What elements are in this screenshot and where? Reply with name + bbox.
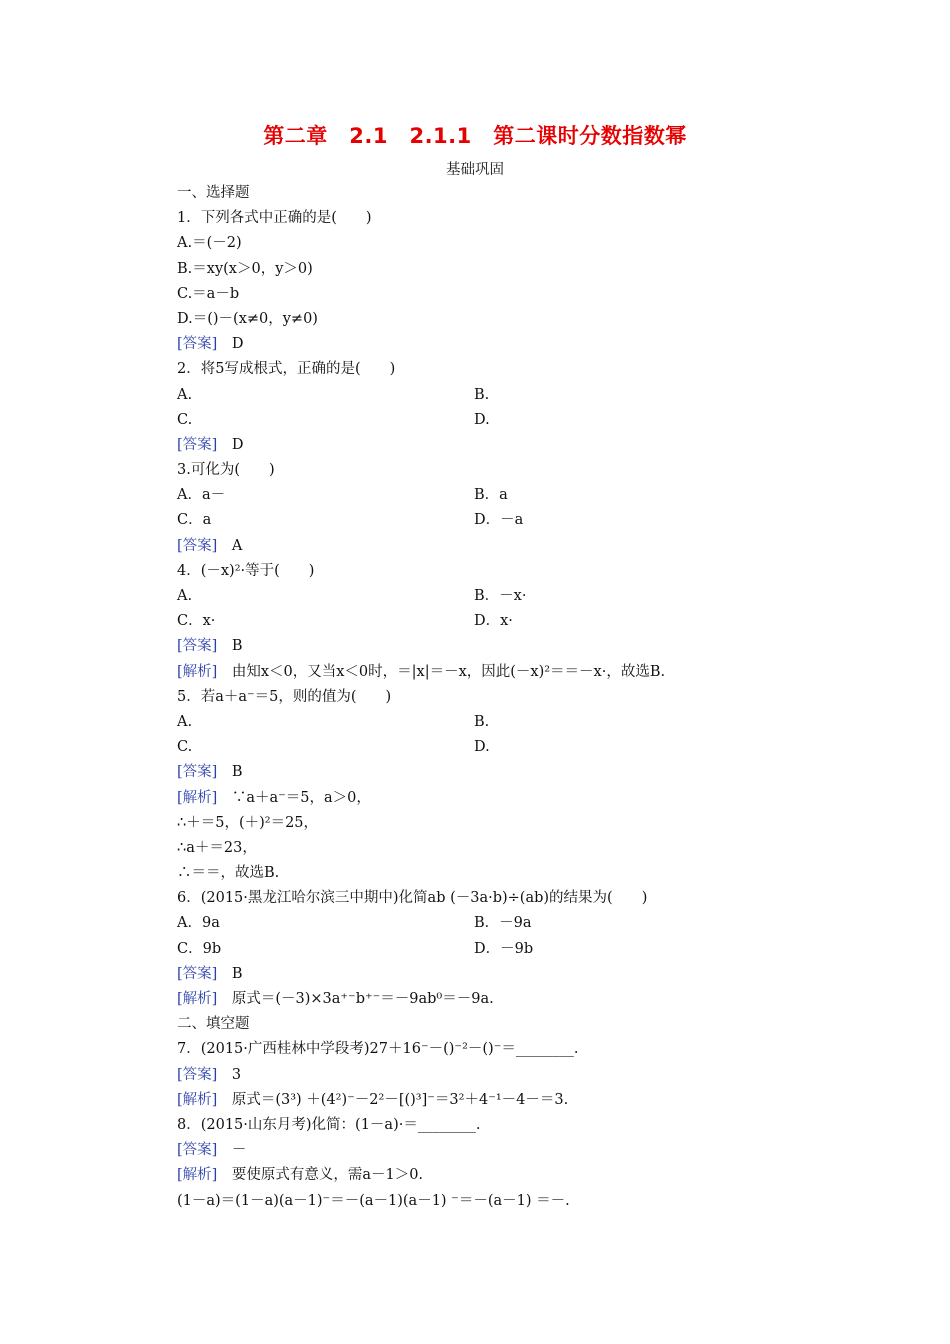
answer-tag: [答案] — [177, 436, 218, 453]
document-body — [177, 181, 797, 1214]
option-left: A．9a — [177, 915, 220, 932]
option-row — [177, 483, 797, 508]
line-text: 由知x＜0，又当x＜0时，＝|x|＝－x，因此(－x)²＝＝－x·，故选B. — [217, 663, 666, 680]
analysis-tag: [解析] — [177, 1167, 218, 1184]
analysis-line — [177, 786, 797, 811]
analysis-line — [177, 987, 797, 1012]
text-line: 二、填空题 — [177, 1016, 250, 1033]
line-text: B — [217, 638, 243, 655]
line-text: A — [217, 537, 243, 554]
answer-tag: [答案] — [177, 537, 218, 554]
text-line: ∴＋＝5，(＋)²＝25， — [177, 814, 319, 831]
analysis-line — [177, 660, 797, 685]
option-left: A. — [177, 588, 193, 604]
option-row — [177, 584, 797, 609]
option-left: A．a－ — [177, 487, 226, 504]
text-line: 一、选择题 — [177, 185, 250, 201]
text-line: 1．下列各式中正确的是( ) — [177, 210, 372, 227]
option-row — [177, 408, 797, 433]
line-text: B — [217, 764, 243, 781]
answer-tag: [答案] — [177, 965, 218, 982]
option-left: A. — [177, 386, 193, 403]
text-line: 2．将5写成根式，正确的是( ) — [177, 361, 396, 378]
analysis-tag: [解析] — [177, 789, 218, 806]
option-row — [177, 735, 797, 760]
text-line: ∴＝＝，故选B. — [177, 865, 280, 882]
line-text: ∵a＋a⁻＝5，a＞0， — [217, 789, 371, 806]
option-row — [177, 609, 797, 634]
option-left: C．x· — [177, 613, 216, 630]
option-row — [177, 383, 797, 408]
line-text: D — [217, 436, 244, 453]
text-line: A.＝(－2) — [177, 235, 242, 252]
analysis-tag: [解析] — [177, 663, 218, 680]
analysis-line — [177, 1163, 797, 1188]
section-subtitle: 基础巩固 — [446, 162, 504, 178]
option-right: B. — [474, 713, 490, 730]
option-left: C. — [177, 411, 193, 428]
answer-line — [177, 433, 797, 458]
answer-line — [177, 332, 797, 357]
text-line: 3.可化为( ) — [177, 462, 275, 479]
option-right: D．－a — [474, 512, 524, 529]
line-text: 3 — [217, 1066, 242, 1083]
answer-line — [177, 1063, 797, 1088]
option-row — [177, 508, 797, 533]
option-right: B．－x· — [474, 588, 527, 604]
analysis-tag: [解析] — [177, 991, 218, 1007]
option-right: B．－9a — [474, 915, 532, 932]
line-text: D — [217, 336, 244, 353]
line-text: 原式＝(－3)×3a⁺⁻b⁺⁻＝－9ab⁰＝－9a. — [217, 991, 494, 1007]
option-row — [177, 911, 797, 936]
text-line: D.＝()－(x≠0，y≠0) — [177, 310, 318, 327]
option-right: B．a — [474, 487, 508, 504]
text-line: 6．(2015·黑龙江哈尔滨三中期中)化简ab (－3a·b)÷(ab)的结果为( ) — [177, 890, 648, 907]
analysis-tag: [解析] — [177, 1091, 218, 1108]
option-right: D．－9b — [474, 940, 534, 957]
answer-line — [177, 1138, 797, 1163]
text-line: C.＝a－b — [177, 285, 240, 302]
line-text: B — [217, 965, 243, 982]
text-line: ∴a＋＝23， — [177, 839, 257, 856]
text-line: 4．(－x)²·等于( ) — [177, 562, 315, 579]
answer-line — [177, 634, 797, 659]
option-right: B. — [474, 386, 490, 403]
text-line: 8．(2015·山东月考)化简：(1－a)·＝________. — [177, 1116, 481, 1133]
text-line: 7．(2015·广西桂林中学段考)27＋16⁻－()⁻²－()⁻＝________. — [177, 1041, 579, 1058]
line-text: 要使原式有意义，需a－1＞0. — [217, 1167, 424, 1184]
option-row — [177, 710, 797, 735]
answer-tag: [答案] — [177, 764, 218, 781]
text-line: 5．若a＋a⁻＝5，则的值为( ) — [177, 688, 392, 705]
option-row — [177, 937, 797, 962]
option-left: C. — [177, 739, 193, 756]
answer-line — [177, 760, 797, 785]
analysis-line — [177, 1088, 797, 1113]
answer-tag: [答案] — [177, 1066, 218, 1083]
answer-line — [177, 962, 797, 987]
option-right: D．x· — [474, 613, 513, 630]
answer-tag: [答案] — [177, 638, 218, 655]
line-text: － — [217, 1142, 247, 1159]
option-left: C．a — [177, 512, 212, 529]
option-right: D. — [474, 411, 490, 428]
line-text: 原式＝(3³) ＋(4²)⁻－2²－[()³]⁻＝3²＋4⁻¹－4－＝3. — [217, 1091, 569, 1108]
answer-tag: [答案] — [177, 1142, 218, 1159]
option-left: A. — [177, 713, 193, 730]
text-line: B.＝xy(x＞0，y＞0) — [177, 260, 313, 277]
option-left: C．9b — [177, 940, 222, 957]
page-title: 第二章 2.1 2.1.1 第二课时分数指数幂 — [263, 124, 687, 148]
answer-tag: [答案] — [177, 336, 218, 353]
answer-line — [177, 534, 797, 559]
option-right: D. — [474, 739, 490, 756]
text-line: (1－a)＝(1－a)(a－1)⁻＝－(a－1)(a－1) ⁻＝－(a－1) ＝－. — [177, 1192, 570, 1209]
